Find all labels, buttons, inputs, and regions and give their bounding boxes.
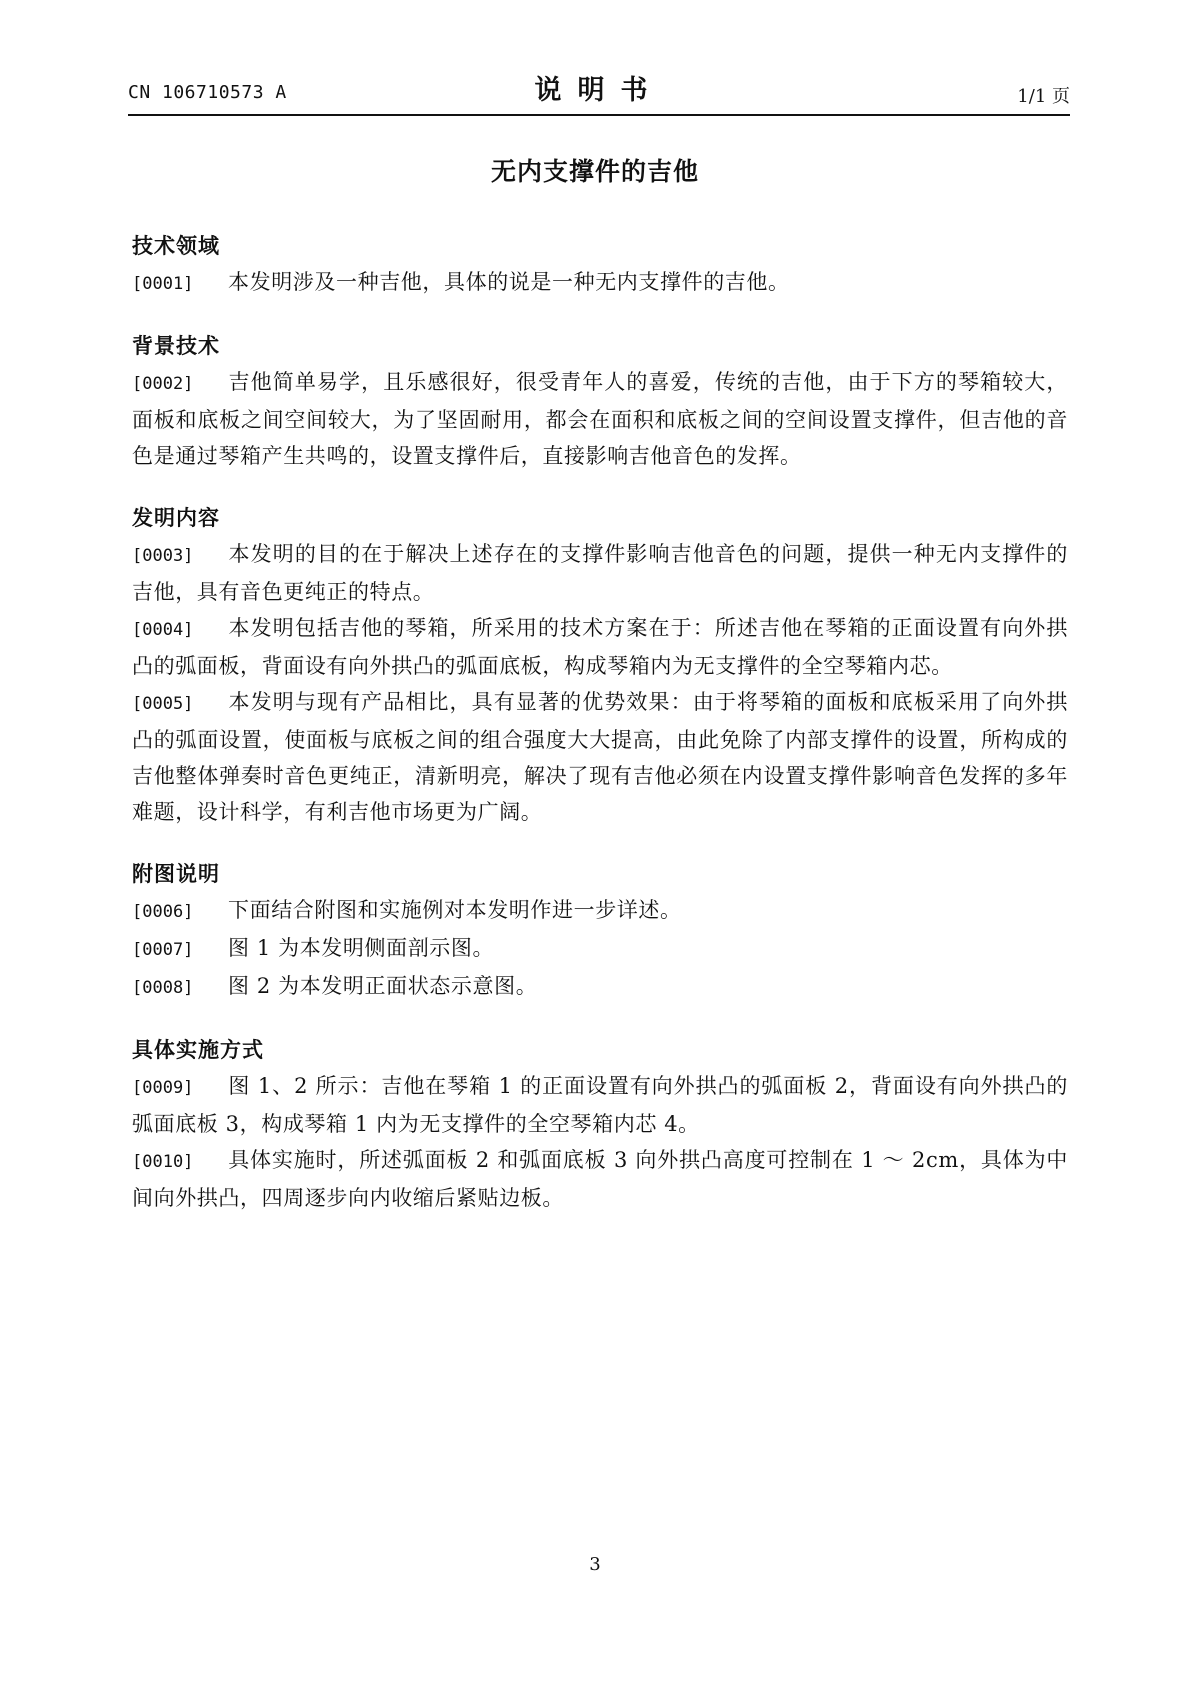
paragraph-text: 吉他简单易学，且乐感很好，很受青年人的喜爱，传统的吉他，由于下方的琴箱较大，面板和底板之间空间较大，为了坚固耐用，都会在面积和底板之间的空间设置支撑件，但吉他的音色是通过琴箱产生共鸣的，设置支撑件后，直接影响吉他音色的发挥。 (132, 370, 1068, 468)
paragraph-text: 具体实施时，所述弧面板 2 和弧面底板 3 向外拱凸高度可控制在 1 ～ 2cm，具体为中间向外拱凸，四周逐步向内收缩后紧贴边板。 (132, 1148, 1068, 1210)
section-heading: 技术领域 (132, 234, 220, 258)
page-number: 3 (589, 1554, 601, 1575)
document-number: CN 106710573 A (128, 82, 287, 103)
paragraph-text: 本发明的目的在于解决上述存在的支撑件影响吉他音色的问题，提供一种无内支撑件的吉他，具有音色更纯正的特点。 (132, 542, 1068, 604)
section-heading: 附图说明 (132, 862, 220, 886)
paragraph-number: [0001] (132, 274, 194, 294)
page-indicator: 1/1 页 (1017, 86, 1070, 107)
paragraph (132, 1068, 1068, 1142)
section (132, 856, 1068, 1006)
section (132, 500, 1068, 830)
section-heading: 具体实施方式 (132, 1038, 264, 1062)
paragraph (132, 930, 1068, 968)
paragraph-text: 本发明涉及一种吉他，具体的说是一种无内支撑件的吉他。 (228, 270, 790, 294)
paragraph-text: 图 1、2 所示：吉他在琴箱 1 的正面设置有向外拱凸的弧面板 2，背面设有向外拱凸的弧面底板 3，构成琴箱 1 内为无支撑件的全空琴箱内芯 4。 (132, 1074, 1068, 1136)
paragraph-number: [0007] (132, 940, 194, 960)
paragraph-text: 图 1 为本发明侧面剖示图。 (228, 936, 495, 960)
section-heading: 发明内容 (132, 506, 220, 530)
section (132, 1032, 1068, 1216)
paragraph-text: 下面结合附图和实施例对本发明作进一步详述。 (228, 898, 682, 922)
paragraph-number: [0002] (132, 374, 194, 394)
paragraph-number: [0009] (132, 1078, 194, 1098)
paragraph-number: [0003] (132, 546, 194, 566)
section-heading: 背景技术 (132, 334, 220, 358)
paragraph (132, 684, 1068, 830)
paragraph (132, 610, 1068, 684)
paragraph-number: [0005] (132, 694, 194, 714)
section (132, 228, 1068, 302)
paragraph (132, 892, 1068, 930)
paragraph-text: 本发明包括吉他的琴箱，所采用的技术方案在于：所述吉他在琴箱的正面设置有向外拱凸的弧面板，背面设有向外拱凸的弧面底板，构成琴箱内为无支撑件的全空琴箱内芯。 (132, 616, 1068, 678)
paragraph-text: 本发明与现有产品相比，具有显著的优势效果：由于将琴箱的面板和底板采用了向外拱凸的弧面设置，使面板与底板之间的组合强度大大提高，由此免除了内部支撑件的设置，所构成的吉他整体弹奏时音色更纯正，清新明亮，解决了现有吉他必须在内设置支撑件影响音色发挥的多年难题，设计科学，有利吉他市场更为广阔。 (132, 690, 1068, 824)
paragraph (132, 968, 1068, 1006)
paragraph-number: [0008] (132, 978, 194, 998)
paragraph (132, 536, 1068, 610)
invention-title: 无内支撑件的吉他 (490, 157, 699, 186)
paragraph-number: [0006] (132, 902, 194, 922)
paragraph-text: 图 2 为本发明正面状态示意图。 (228, 974, 538, 998)
paragraph-number: [0010] (132, 1152, 194, 1172)
section (132, 328, 1068, 474)
paragraph-number: [0004] (132, 620, 194, 640)
document-body (132, 228, 1068, 1242)
paragraph (132, 264, 1068, 302)
page-header (128, 70, 1070, 116)
paragraph (132, 364, 1068, 474)
document-type: 说明书 (534, 75, 664, 106)
paragraph (132, 1142, 1068, 1216)
